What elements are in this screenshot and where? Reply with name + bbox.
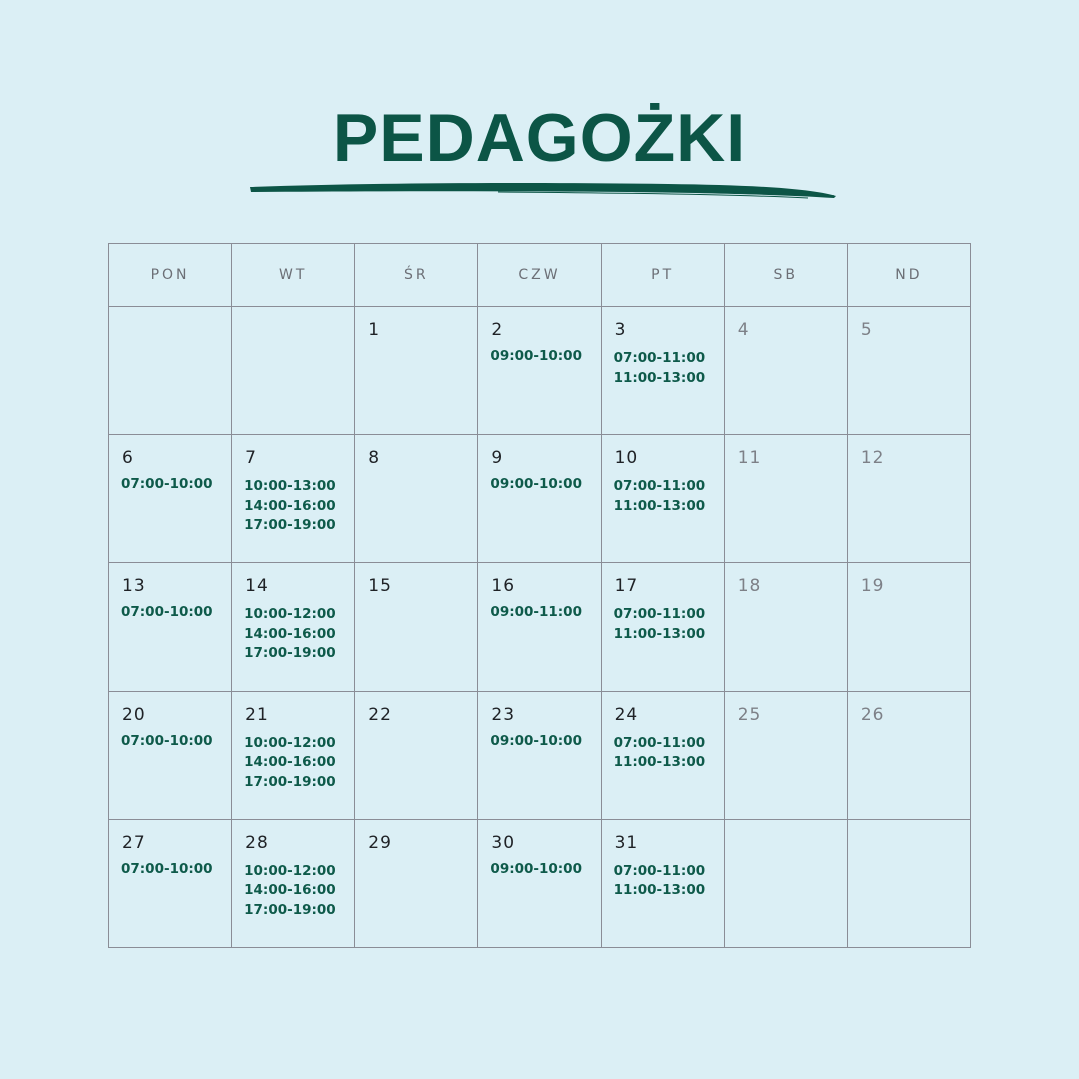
day-number: 9 xyxy=(491,448,504,469)
time-slot-list xyxy=(490,347,582,367)
calendar-day-cell xyxy=(847,563,970,691)
time-slot: 14:00-16:00 xyxy=(244,497,336,514)
time-slot: 10:00-12:00 xyxy=(244,862,336,879)
time-slot: 14:00-16:00 xyxy=(244,882,336,899)
calendar-day-cell xyxy=(478,307,601,435)
time-slot: 11:00-13:00 xyxy=(613,754,706,771)
time-slot-list xyxy=(244,862,336,921)
calendar-day-cell xyxy=(724,307,847,435)
time-slot: 10:00-12:00 xyxy=(244,734,336,751)
time-slot-list xyxy=(614,605,706,644)
time-slot: 10:00-13:00 xyxy=(244,478,336,495)
calendar-grid xyxy=(108,243,971,948)
time-slot: 10:00-12:00 xyxy=(244,606,336,623)
time-slot: 07:00-10:00 xyxy=(121,860,213,877)
weekday-header: PON xyxy=(109,244,232,307)
time-slot: 09:00-11:00 xyxy=(490,604,582,621)
calendar-day-cell xyxy=(724,563,847,691)
time-slot-list xyxy=(244,734,336,793)
calendar-day-cell xyxy=(724,819,847,947)
day-number: 2 xyxy=(491,320,504,340)
time-slot: 07:00-10:00 xyxy=(121,604,213,621)
calendar-day-cell xyxy=(601,819,724,947)
calendar-week-row xyxy=(109,435,971,563)
time-slot: 07:00-11:00 xyxy=(613,606,706,623)
time-slot-list xyxy=(244,477,336,536)
calendar-day-cell xyxy=(847,691,970,819)
calendar-day-cell xyxy=(601,563,724,691)
time-slot: 17:00-19:00 xyxy=(244,645,336,662)
day-number: 28 xyxy=(245,832,269,853)
time-slot: 11:00-13:00 xyxy=(613,369,706,386)
calendar-day-cell xyxy=(355,819,478,947)
calendar-day-cell xyxy=(847,819,970,947)
calendar-body xyxy=(109,307,971,948)
day-number: 13 xyxy=(122,576,146,597)
day-number: 12 xyxy=(860,448,885,469)
calendar-day-cell xyxy=(478,563,601,691)
calendar-day-cell xyxy=(355,435,478,563)
time-slot-list xyxy=(614,862,706,901)
time-slot: 11:00-13:00 xyxy=(613,625,706,642)
calendar-day-cell xyxy=(232,691,355,819)
calendar-day-cell xyxy=(109,819,232,947)
weekday-header: PT xyxy=(601,244,724,307)
time-slot: 07:00-10:00 xyxy=(121,476,213,493)
day-number: 29 xyxy=(368,832,392,853)
time-slot: 09:00-10:00 xyxy=(490,348,582,364)
time-slot: 09:00-10:00 xyxy=(490,732,582,749)
time-slot-list xyxy=(121,475,213,495)
calendar-day-cell xyxy=(601,307,724,435)
page-title: PEDAGOŻKI xyxy=(332,100,747,176)
calendar-day-cell xyxy=(847,435,970,563)
day-number: 4 xyxy=(737,320,750,340)
day-number: 26 xyxy=(860,704,885,725)
calendar-day-cell xyxy=(109,691,232,819)
calendar-day-cell xyxy=(847,307,970,435)
day-number: 20 xyxy=(122,704,146,725)
weekday-header: SB xyxy=(724,244,847,307)
calendar-day-cell xyxy=(724,691,847,819)
calendar-day-cell xyxy=(109,307,232,435)
day-number: 25 xyxy=(737,704,762,725)
time-slot: 07:00-10:00 xyxy=(121,732,213,749)
brush-underline xyxy=(248,178,840,204)
time-slot: 07:00-11:00 xyxy=(613,478,706,495)
day-number: 16 xyxy=(491,576,516,597)
weekday-header: CZW xyxy=(478,244,601,307)
day-number: 15 xyxy=(368,576,392,597)
calendar-day-cell xyxy=(109,435,232,563)
day-number: 30 xyxy=(491,832,516,853)
calendar-week-row xyxy=(109,819,971,947)
day-number: 8 xyxy=(368,448,381,469)
calendar-day-cell xyxy=(478,691,601,819)
calendar-day-cell xyxy=(601,691,724,819)
time-slot-list xyxy=(490,860,582,880)
day-number: 18 xyxy=(737,576,762,597)
day-number: 1 xyxy=(368,320,381,340)
time-slot: 17:00-19:00 xyxy=(244,517,336,534)
calendar-day-cell xyxy=(601,435,724,563)
calendar-day-cell xyxy=(109,563,232,691)
time-slot: 09:00-10:00 xyxy=(490,860,582,877)
time-slot-list xyxy=(614,734,706,773)
calendar-day-cell xyxy=(232,819,355,947)
day-number: 11 xyxy=(737,448,762,469)
calendar-day-cell xyxy=(355,691,478,819)
day-number: 10 xyxy=(614,448,639,469)
weekday-header-row xyxy=(109,244,971,307)
day-number: 22 xyxy=(368,704,392,725)
day-number: 17 xyxy=(614,576,639,597)
time-slot: 17:00-19:00 xyxy=(244,773,336,790)
time-slot-list xyxy=(614,477,706,516)
calendar-day-cell xyxy=(478,819,601,947)
calendar-day-cell xyxy=(232,563,355,691)
day-number: 24 xyxy=(614,704,639,725)
time-slot: 11:00-13:00 xyxy=(613,497,706,514)
time-slot: 11:00-13:00 xyxy=(613,882,706,899)
time-slot-list xyxy=(490,732,582,752)
calendar-week-row xyxy=(109,307,971,435)
calendar-day-cell xyxy=(232,307,355,435)
time-slot-list xyxy=(121,860,213,880)
time-slot-list xyxy=(121,732,213,752)
time-slot-list xyxy=(490,603,582,623)
time-slot: 07:00-11:00 xyxy=(613,862,706,879)
calendar-day-cell xyxy=(478,435,601,563)
calendar-day-cell xyxy=(232,435,355,563)
calendar-day-cell xyxy=(355,563,478,691)
time-slot-list xyxy=(614,349,706,388)
calendar-day-cell xyxy=(355,307,478,435)
calendar-week-row xyxy=(109,563,971,691)
day-number: 23 xyxy=(491,704,516,725)
time-slot: 07:00-11:00 xyxy=(613,350,706,366)
weekday-header: ND xyxy=(847,244,970,307)
time-slot: 07:00-11:00 xyxy=(613,734,706,751)
weekday-header: WT xyxy=(232,244,355,307)
day-number: 6 xyxy=(122,448,134,469)
day-number: 3 xyxy=(614,320,627,340)
time-slot: 14:00-16:00 xyxy=(244,754,336,771)
day-number: 27 xyxy=(122,832,146,853)
time-slot-list xyxy=(121,603,213,623)
time-slot-list xyxy=(244,605,336,664)
calendar-week-row xyxy=(109,691,971,819)
calendar-day-cell xyxy=(724,435,847,563)
day-number: 31 xyxy=(614,832,639,853)
day-number: 19 xyxy=(860,576,885,597)
weekday-header: ŚR xyxy=(355,244,478,307)
day-number: 14 xyxy=(245,576,269,597)
time-slot: 09:00-10:00 xyxy=(490,476,582,493)
time-slot-list xyxy=(490,475,582,495)
day-number: 21 xyxy=(245,704,269,725)
time-slot: 17:00-19:00 xyxy=(244,901,336,918)
time-slot: 14:00-16:00 xyxy=(244,625,336,642)
day-number: 7 xyxy=(245,448,257,469)
day-number: 5 xyxy=(860,320,873,340)
